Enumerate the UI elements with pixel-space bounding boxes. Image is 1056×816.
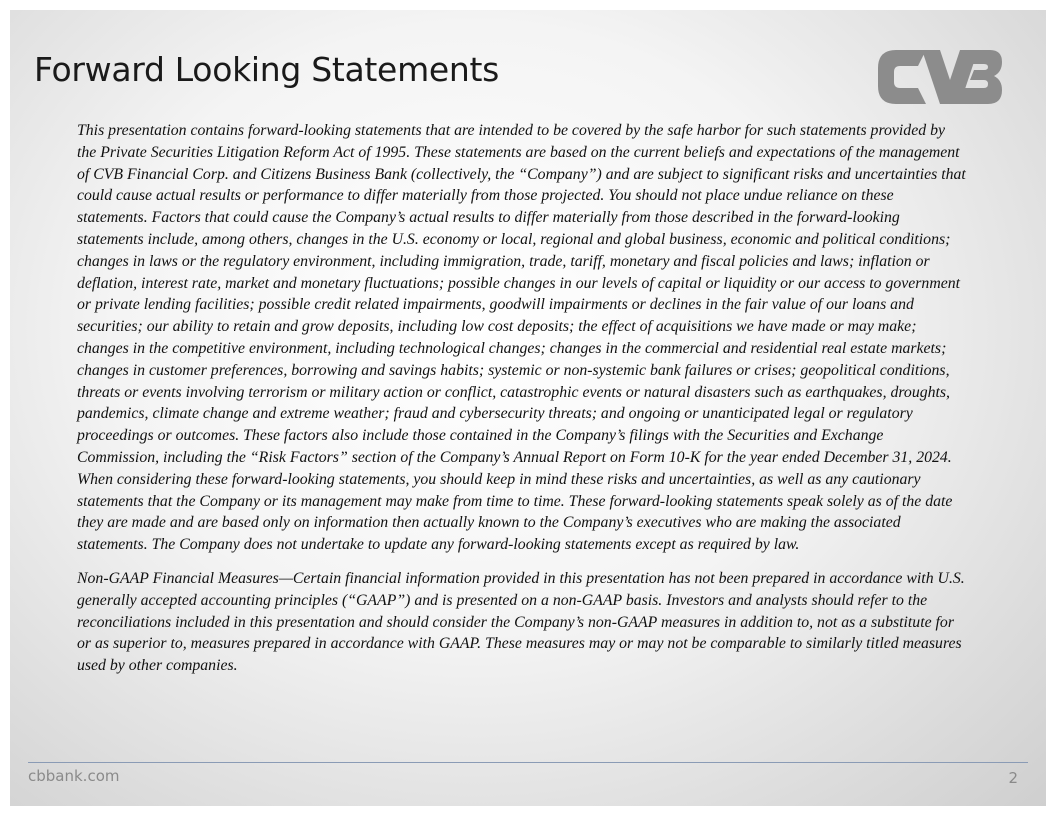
page-number: 2	[1008, 769, 1018, 787]
footer-divider	[28, 762, 1028, 763]
disclaimer-text	[77, 120, 967, 689]
non-gaap-paragraph: Non-GAAP Financial Measures—Certain financial information provided in this presentation has not been prepared in accordance with U.S. generally accepted accounting principles (“GAAP”) and is presented on a non-GAAP basis. Investors and analysts should refer to the reconciliations included in this presentation and should consider the Company’s non-GAAP measures in addition to, not as a substitute for or as superior to, measures prepared in accordance with GAAP. These measures may or may not be comparable to similarly titled measures used by other companies.	[77, 569, 965, 675]
slide	[10, 10, 1046, 806]
page-title: Forward Looking Statements	[34, 50, 500, 89]
logo-letter-c	[878, 50, 926, 104]
forward-looking-paragraph: This presentation contains forward-looking statements that are intended to be covered by the safe harbor for such statements provided by the Private Securities Litigation Reform Act of 1995. These statements are based on the current beliefs and expectations of the management of CVB Financial Corp. and Citizens Business Bank (collectively, the “Company”) and are subject to significant risks and uncertainties that could cause actual results or performance to differ materially from those projected. You should not place undue reliance on these statements. Factors that could cause the Company’s actual results to differ materially from those described in the forward-looking statements include, among others, changes in the U.S. economy or local, regional and global business, economic and political conditions; changes in laws or the regulatory environment, including immigration, trade, tariff, monetary and fiscal policies and laws; inflation or deflation, interest rate, market and monetary fluctuations; possible changes in our levels of capital or liquidity or our access to government or private lending facilities; possible credit related impairments, goodwill impairments or declines in the fair value of our loans and securities; our ability to retain and grow deposits, including low cost deposits; the effect of acquisitions we have made or may make; changes in the competitive environment, including technological changes; changes in the commercial and residential real estate markets; changes in customer preferences, borrowing and savings habits; systemic or non-systemic bank failures or crises; geopolitical conditions, threats or events involving terrorism or military action or conflict, catastrophic events or natural disasters such as earthquakes, droughts, pandemics, climate change and extreme weather; fraud and cybersecurity threats; and ongoing or unanticipated legal or regulatory proceedings or outcomes. These factors also include those contained in the Company’s filings with the Securities and Exchange Commission, including the “Risk Factors” section of the Company’s Annual Report on Form 10-K for the year ended December 31, 2024. When considering these forward-looking statements, you should keep in mind these risks and uncertainties, as well as any cautionary statements that the Company or its management may make from time to time. These forward-looking statements speak solely as of the date they are made and are based only on information then actually known to the Company’s executives who are making the associated statements. The Company does not undertake to update any forward-looking statements except as required by law.	[77, 122, 966, 554]
cvb-logo	[878, 50, 1002, 104]
footer-website: cbbank.com	[28, 767, 120, 785]
